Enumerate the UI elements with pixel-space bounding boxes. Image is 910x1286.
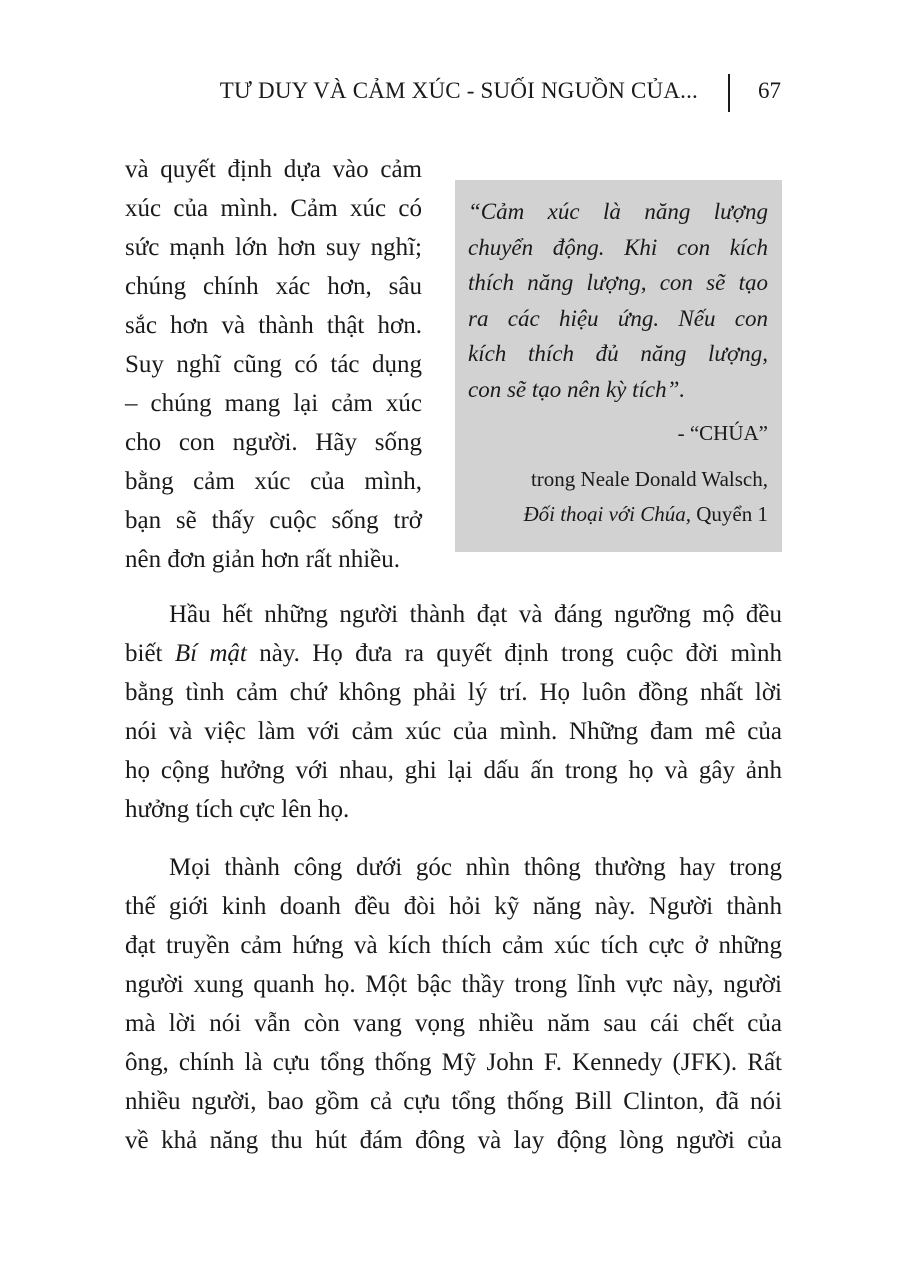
quote-line: con sẽ tạo nên kỳ tích”. bbox=[468, 376, 686, 402]
quote-source-volume: Quyển 1 bbox=[691, 502, 768, 526]
side-line: – chúng mang lại cảm xúc bbox=[125, 390, 422, 417]
body-line: nhiều người, bao gồm cả cựu tổng thống Bill Clinton, đã nói bbox=[125, 1088, 782, 1115]
quote-source-line1: trong Neale Donald Walsch, bbox=[530, 467, 768, 491]
quote-source bbox=[468, 462, 768, 532]
quote-box bbox=[455, 180, 782, 552]
body-line: Hầu hết những người thành đạt và đáng ngưỡng mộ đều bbox=[169, 601, 782, 628]
body-line bbox=[125, 634, 782, 673]
body-line: nói và việc làm với cảm xúc của mình. Những đam mê của bbox=[125, 718, 782, 745]
side-line: bằng cảm xúc của mình, bbox=[125, 468, 422, 495]
side-line: bạn sẽ thấy cuộc sống trở bbox=[125, 507, 422, 534]
side-line: nên đơn giản hơn rất nhiều. bbox=[125, 546, 400, 573]
quote-line: ra các hiệu ứng. Nếu con bbox=[468, 305, 768, 331]
side-line: và quyết định dựa vào cảm bbox=[125, 156, 422, 183]
quote-source-book: Đối thoại với Chúa, bbox=[523, 502, 691, 526]
page-number: 67 bbox=[758, 78, 781, 103]
body-line-text: này. Họ đưa ra quyết định trong cuộc đời mình bbox=[246, 640, 782, 667]
body-line: về khả năng thu hút đám đông và lay động lòng người của bbox=[125, 1127, 782, 1154]
emphasis-text: Bí mật bbox=[174, 640, 247, 667]
body-line: người xung quanh họ. Một bậc thầy trong lĩnh vực này, người bbox=[125, 971, 782, 998]
body-line: Mọi thành công dưới góc nhìn thông thường hay trong bbox=[169, 854, 782, 881]
body-line: đạt truyền cảm hứng và kích thích cảm xúc tích cực ở những bbox=[125, 932, 782, 959]
side-line: Suy nghĩ cũng có tác dụng bbox=[125, 351, 422, 378]
running-title: TƯ DUY VÀ CẢM XÚC - SUỐI NGUỒN CỦA... bbox=[219, 78, 698, 103]
body-line: mà lời nói vẫn còn vang vọng nhiều năm sau cái chết của bbox=[125, 1010, 782, 1037]
paragraph bbox=[125, 595, 782, 829]
side-line: cho con người. Hãy sống bbox=[125, 429, 422, 456]
side-line: sức mạnh lớn hơn suy nghĩ; bbox=[125, 234, 422, 261]
side-line: xúc của mình. Cảm xúc có bbox=[125, 195, 422, 222]
quote-text bbox=[468, 194, 768, 407]
side-line: sắc hơn và thành thật hơn. bbox=[125, 312, 422, 339]
quote-line: “Cảm xúc là năng lượng bbox=[468, 199, 768, 224]
body-line: họ cộng hưởng với nhau, ghi lại dấu ấn trong họ và gây ảnh bbox=[125, 757, 782, 784]
body-line: bằng tình cảm chứ không phải lý trí. Họ luôn đồng nhất lời bbox=[125, 679, 782, 706]
side-column-text bbox=[125, 150, 422, 579]
paragraph bbox=[125, 848, 782, 1160]
body-text bbox=[125, 595, 782, 1179]
page-header bbox=[0, 74, 910, 114]
quote-author: - “CHÚA” bbox=[677, 421, 768, 445]
header-divider bbox=[728, 74, 730, 112]
quote-source-line2 bbox=[468, 497, 768, 532]
quote-line: thích năng lượng, con sẽ tạo bbox=[468, 270, 768, 295]
body-line: hưởng tích cực lên họ. bbox=[125, 796, 350, 823]
body-line: ông, chính là cựu tổng thống Mỹ John F. Kennedy (JFK). Rất bbox=[125, 1049, 782, 1076]
side-line: chúng chính xác hơn, sâu bbox=[125, 273, 422, 300]
quote-line: kích thích đủ năng lượng, bbox=[468, 341, 768, 366]
body-line-text: biết bbox=[125, 640, 175, 667]
body-line: thế giới kinh doanh đều đòi hỏi kỹ năng này. Người thành bbox=[125, 893, 782, 920]
quote-line: chuyển động. Khi con kích bbox=[468, 234, 768, 260]
